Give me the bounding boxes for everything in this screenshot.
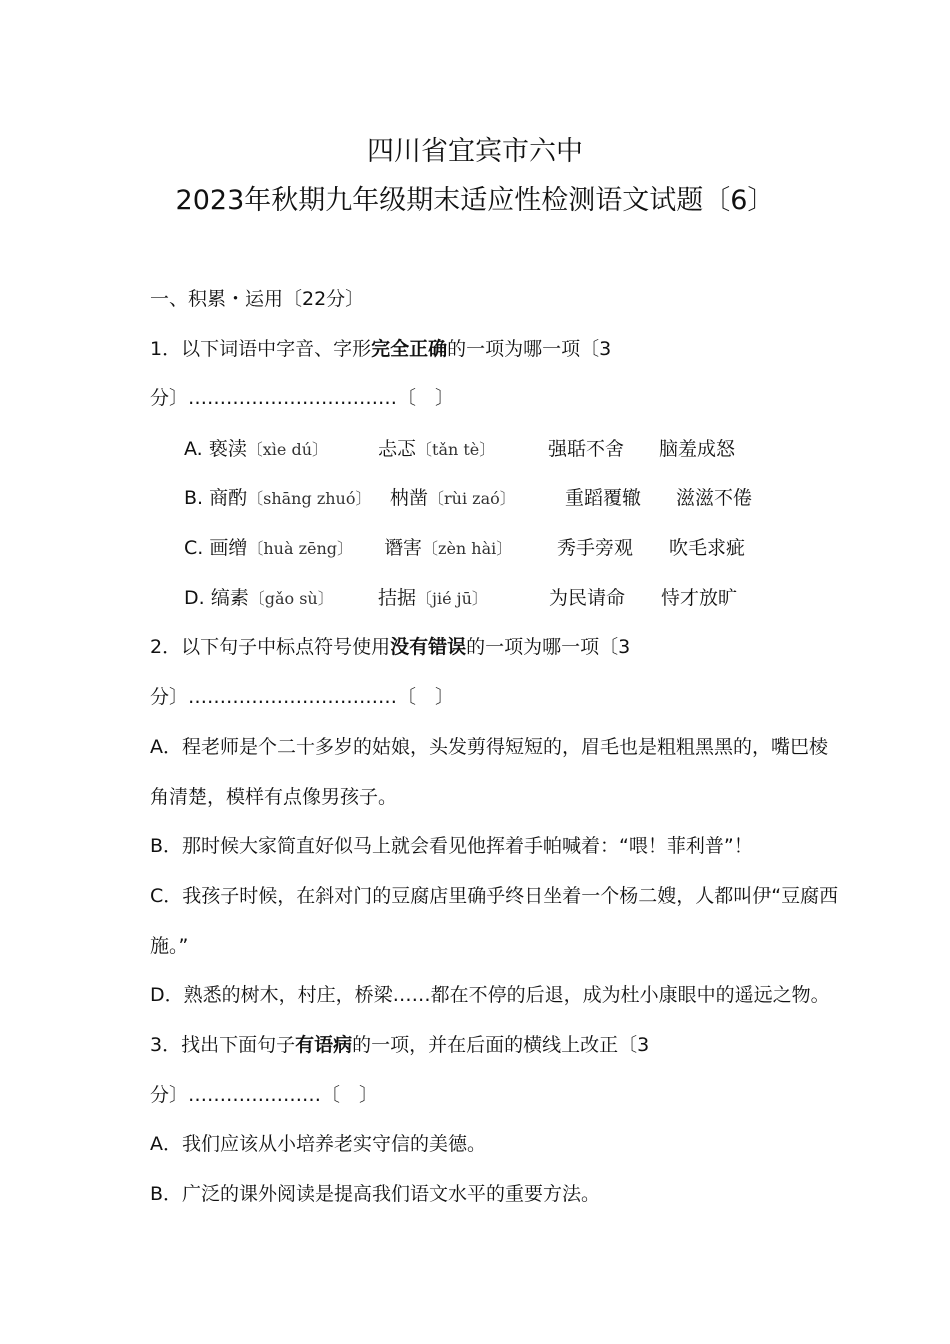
question-3-prefix: 3．找出下面句子 [150,1034,296,1056]
question-2-prefix: 2．以下句子中标点符号使用 [150,636,391,658]
question-2-option-d: D．熟悉的树木，村庄，桥梁……都在不停的后退，成为杜小康眼中的遥远之物。 [150,984,830,1006]
option-word-3: 秀手旁观 [557,537,634,559]
option-label-word: A. 亵渎〔xìe dú〕 [184,438,328,460]
question-2-suffix: 的一项为哪一项〔3 [466,636,631,658]
pinyin: 〔huà zēng〕 [247,539,354,558]
question-2-option-c-line2: 施。” [150,935,189,957]
title-exam: 2023年秋期九年级期末适应性检测语文试题〔6〕 [175,185,775,216]
pinyin: 〔gǎo sù〕 [248,589,334,608]
option-word-4: 吹毛求疵 [669,537,746,559]
question-3-suffix: 的一项，并在后面的横线上改正〔3 [352,1034,650,1056]
pinyin: 〔xìe dú〕 [246,440,328,459]
option-label-word: B. 商酌〔shāng zhuó〕 [184,487,372,509]
question-2-stem [150,632,630,662]
pinyin: 〔shāng zhuó〕 [247,489,372,508]
question-3-option-a: A．我们应该从小培养老实守信的美德。 [150,1133,486,1155]
question-3-option-b: B．广泛的课外阅读是提高我们语文水平的重要方法。 [150,1183,601,1205]
question-2-option-b: B．那时候大家简直好似马上就会看见他挥着手帕喊着：“喂！菲利普”！ [150,835,753,857]
title-school: 四川省宜宾市六中 [367,136,583,167]
option-label-word: D. 缟素〔gǎo sù〕 [184,587,334,609]
question-1-prefix: 1．以下词语中字音、字形 [150,338,372,360]
option-word-2: 拮据〔jié jū〕 [378,587,488,609]
question-2-option-a-line1: A．程老师是个二十多岁的姑娘，头发剪得短短的，眉毛也是粗粗黑黑的，嘴巴棱 [150,736,828,758]
question-1-answer-line: 分〕……………………………〔 〕 [150,387,455,409]
option-word-4: 恃才放旷 [661,587,738,609]
question-1-stem [150,334,611,364]
option-word-3: 为民请命 [549,587,626,609]
question-2-answer-line: 分〕……………………………〔 〕 [150,686,455,708]
pinyin: 〔rùi zaó〕 [428,489,516,508]
question-3-answer-line: 分〕…………………〔 〕 [150,1084,379,1106]
option-word-3: 重蹈覆辙 [565,487,642,509]
pinyin: 〔jié jū〕 [416,589,488,608]
option-word-3: 强聒不舍 [548,438,625,460]
question-3-emphasis: 有语病 [295,1034,353,1056]
question-1-suffix: 的一项为哪一项〔3 [447,338,612,360]
pinyin: 〔tǎn tè〕 [416,440,496,459]
option-word-2: 谮害〔zèn hài〕 [384,537,513,559]
question-2-emphasis: 没有错误 [390,636,467,658]
question-2-option-c-line1: C．我孩子时候，在斜对门的豆腐店里确乎终日坐着一个杨二嫂，人都叫伊“豆腐西 [150,885,839,907]
option-word-4: 脑羞成怒 [659,438,736,460]
option-word-2: 忐忑〔tǎn tè〕 [378,438,496,460]
option-label-word: C. 画缯〔huà zēng〕 [184,537,354,559]
section-heading: 一、积累・运用〔22分〕 [150,288,365,310]
question-3-stem [150,1030,649,1060]
pinyin: 〔zèn hài〕 [422,539,513,558]
question-1-emphasis: 完全正确 [371,338,448,360]
option-word-2: 枘凿〔rùi zaó〕 [390,487,516,509]
question-2-option-a-line2: 角清楚，模样有点像男孩子。 [150,786,398,808]
option-word-4: 滋滋不倦 [676,487,753,509]
